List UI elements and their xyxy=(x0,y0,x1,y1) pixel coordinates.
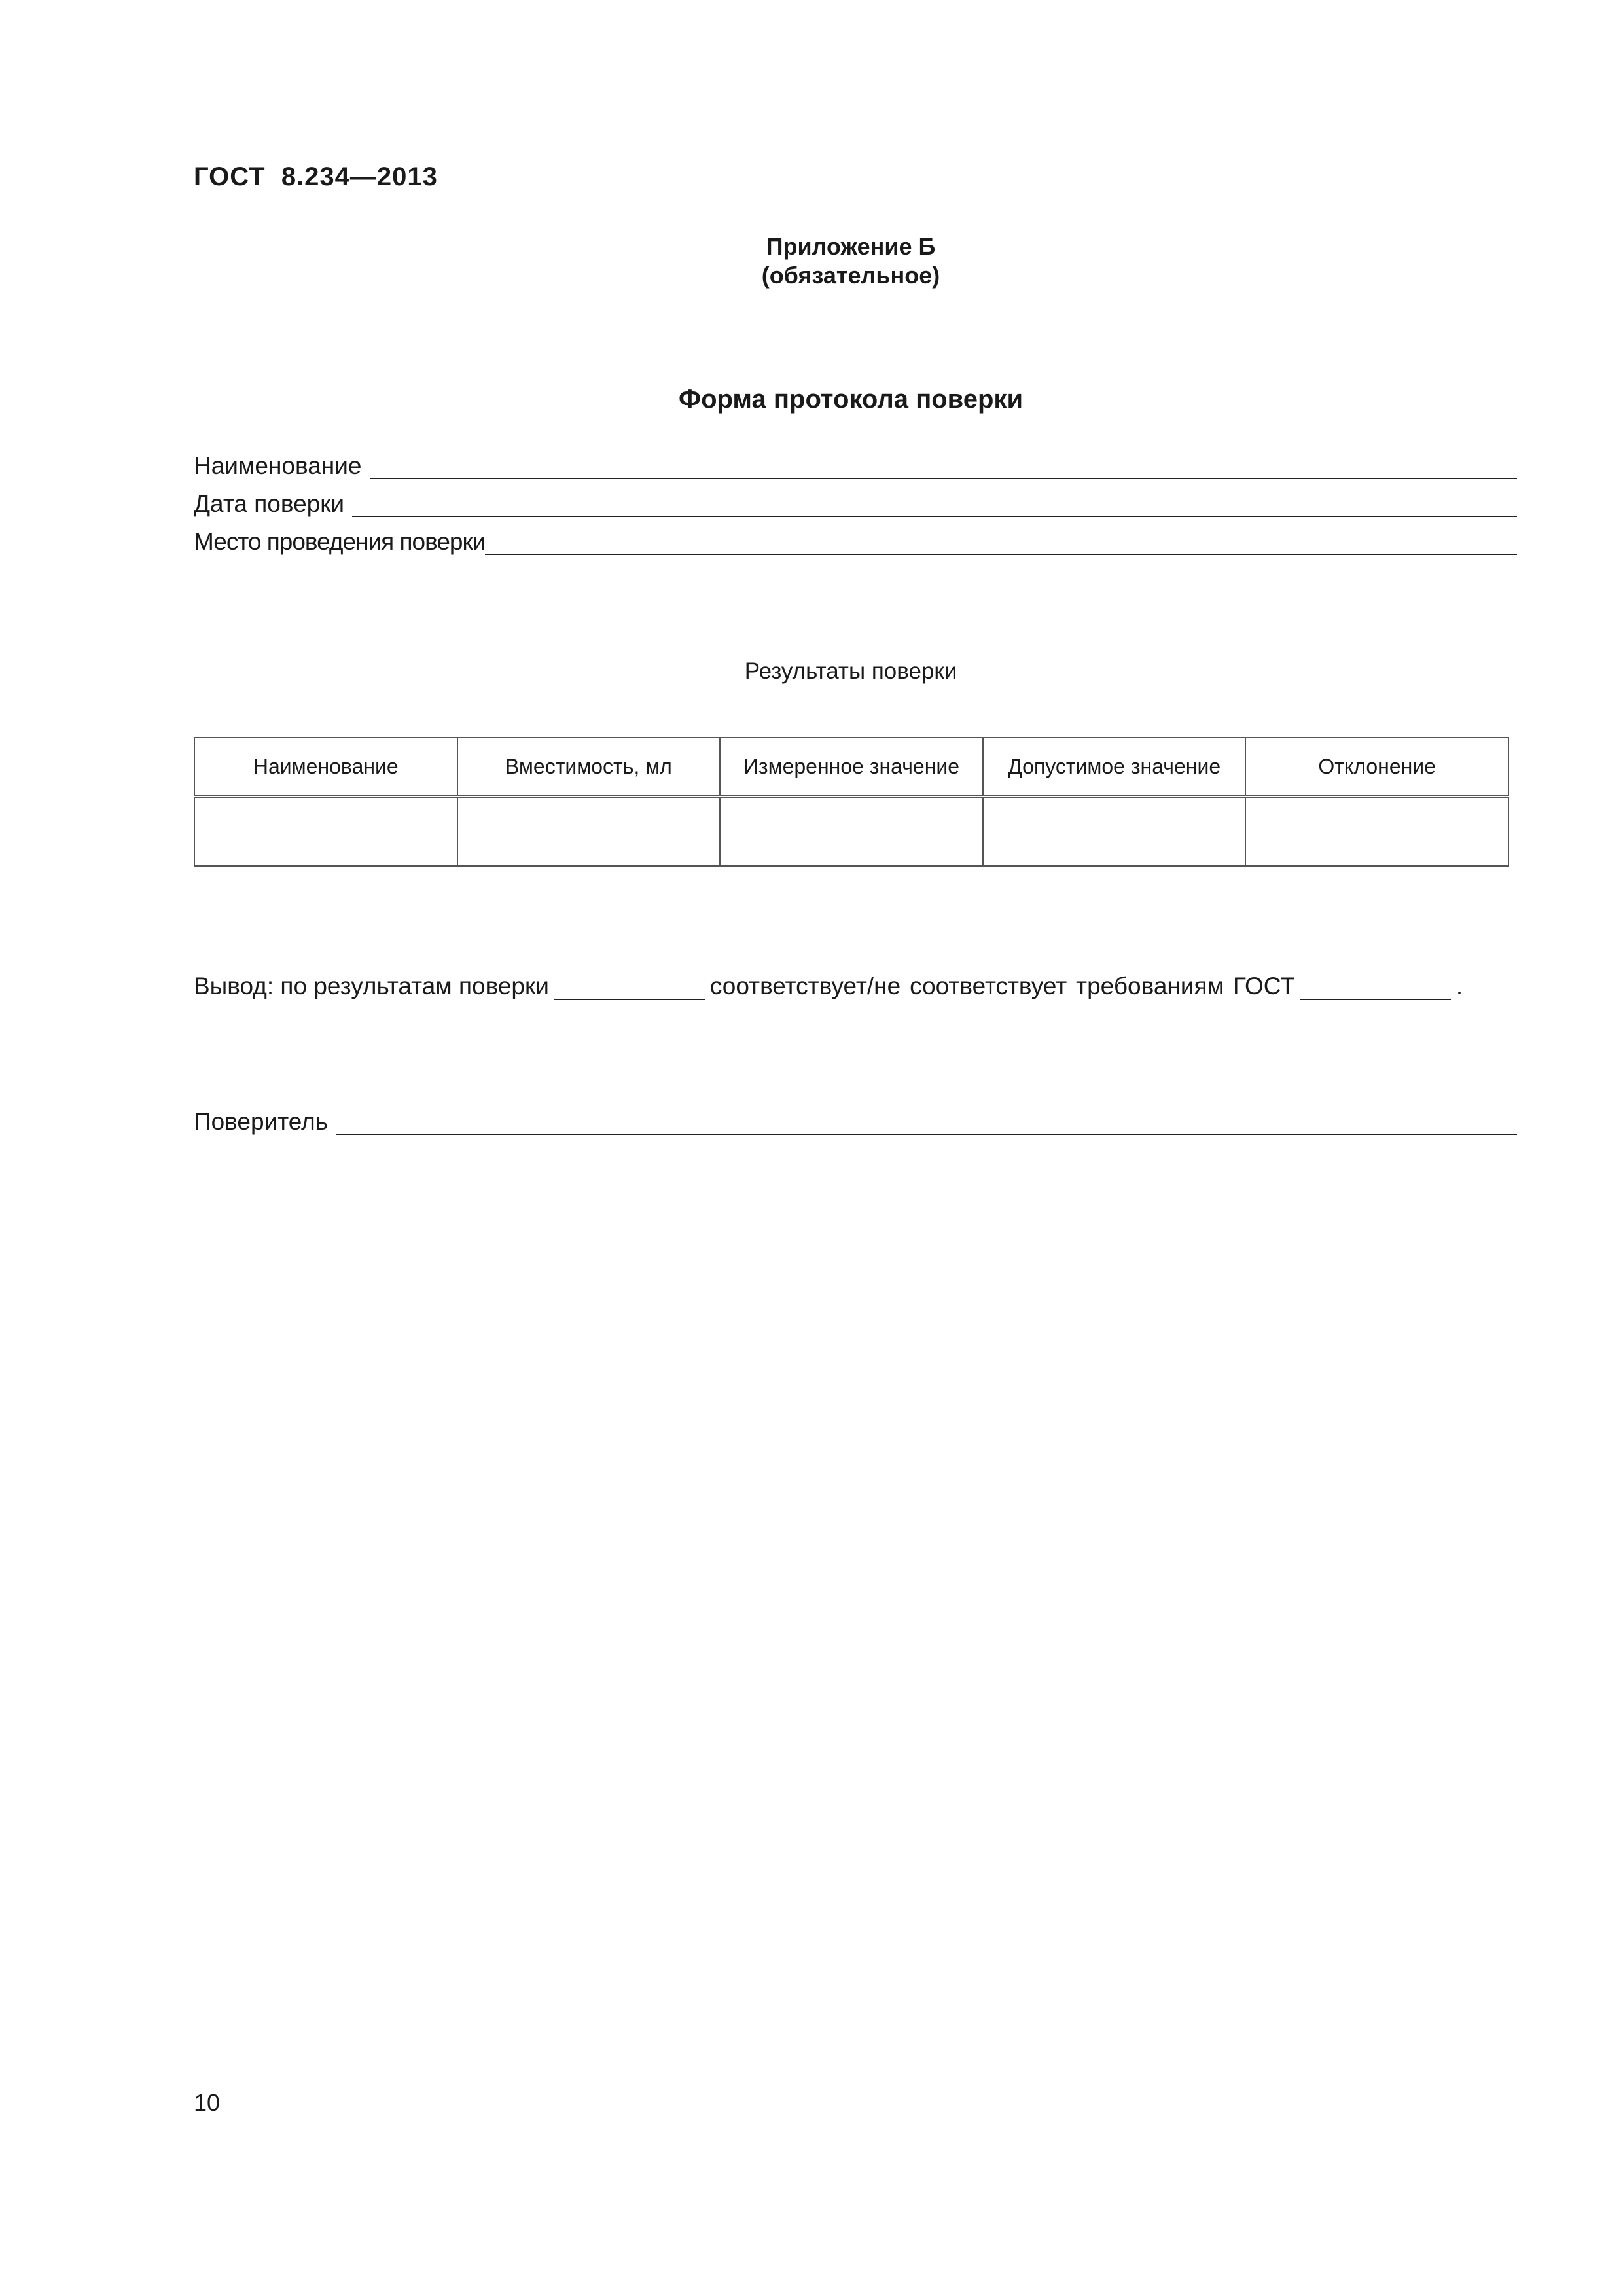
results-table xyxy=(194,737,1509,867)
document-code: ГОСТ 8.234—2013 xyxy=(194,162,438,191)
place-field-blank[interactable] xyxy=(485,530,1517,555)
conclusion-standard: ГОСТ xyxy=(1233,973,1295,999)
column-header-measured-value: Измеренное значение xyxy=(720,738,983,797)
appendix-title: Приложение Б xyxy=(766,233,936,260)
results-caption: Результаты поверки xyxy=(744,658,957,684)
cell-name[interactable] xyxy=(194,797,457,866)
column-header-deviation: Отклонение xyxy=(1245,738,1508,797)
place-field-label: Место проведения поверки xyxy=(194,528,486,555)
cell-measured-value[interactable] xyxy=(720,797,983,866)
place-field-row xyxy=(194,526,1517,555)
conclusion-line xyxy=(194,973,1463,1000)
column-header-name: Наименование xyxy=(194,738,457,797)
appendix-status: (обязательное) xyxy=(761,262,940,289)
date-field-label: Дата поверки xyxy=(194,490,345,517)
verifier-row xyxy=(194,1106,1517,1135)
conclusion-verdict-part1: соответствует/не xyxy=(709,973,901,999)
verifier-signature-blank[interactable] xyxy=(336,1110,1517,1135)
table-row xyxy=(194,797,1508,866)
conclusion-prefix: Вывод: по результатам поверки xyxy=(194,973,549,999)
conclusion-requirements: требованиям xyxy=(1076,973,1224,999)
cell-deviation[interactable] xyxy=(1245,797,1508,866)
verifier-label: Поверитель xyxy=(194,1108,328,1135)
results-table-header-row xyxy=(194,738,1508,797)
column-header-capacity: Вместимость, мл xyxy=(457,738,721,797)
conclusion-standard-blank[interactable] xyxy=(1300,975,1451,1000)
date-field-row xyxy=(194,488,1517,517)
conclusion-item-blank[interactable] xyxy=(554,975,705,1000)
cell-allowed-value[interactable] xyxy=(983,797,1246,866)
date-field-blank[interactable] xyxy=(352,492,1517,517)
name-field-label: Наименование xyxy=(194,452,362,479)
name-field-row xyxy=(194,450,1517,479)
page-number: 10 xyxy=(194,2089,221,2116)
column-header-allowed-value: Допустимое значение xyxy=(983,738,1246,797)
form-title: Форма протокола поверки xyxy=(678,385,1024,414)
name-field-blank[interactable] xyxy=(370,454,1518,479)
conclusion-period: . xyxy=(1455,973,1463,999)
conclusion-verdict-part2: соответствует xyxy=(910,973,1067,999)
cell-capacity[interactable] xyxy=(457,797,721,866)
